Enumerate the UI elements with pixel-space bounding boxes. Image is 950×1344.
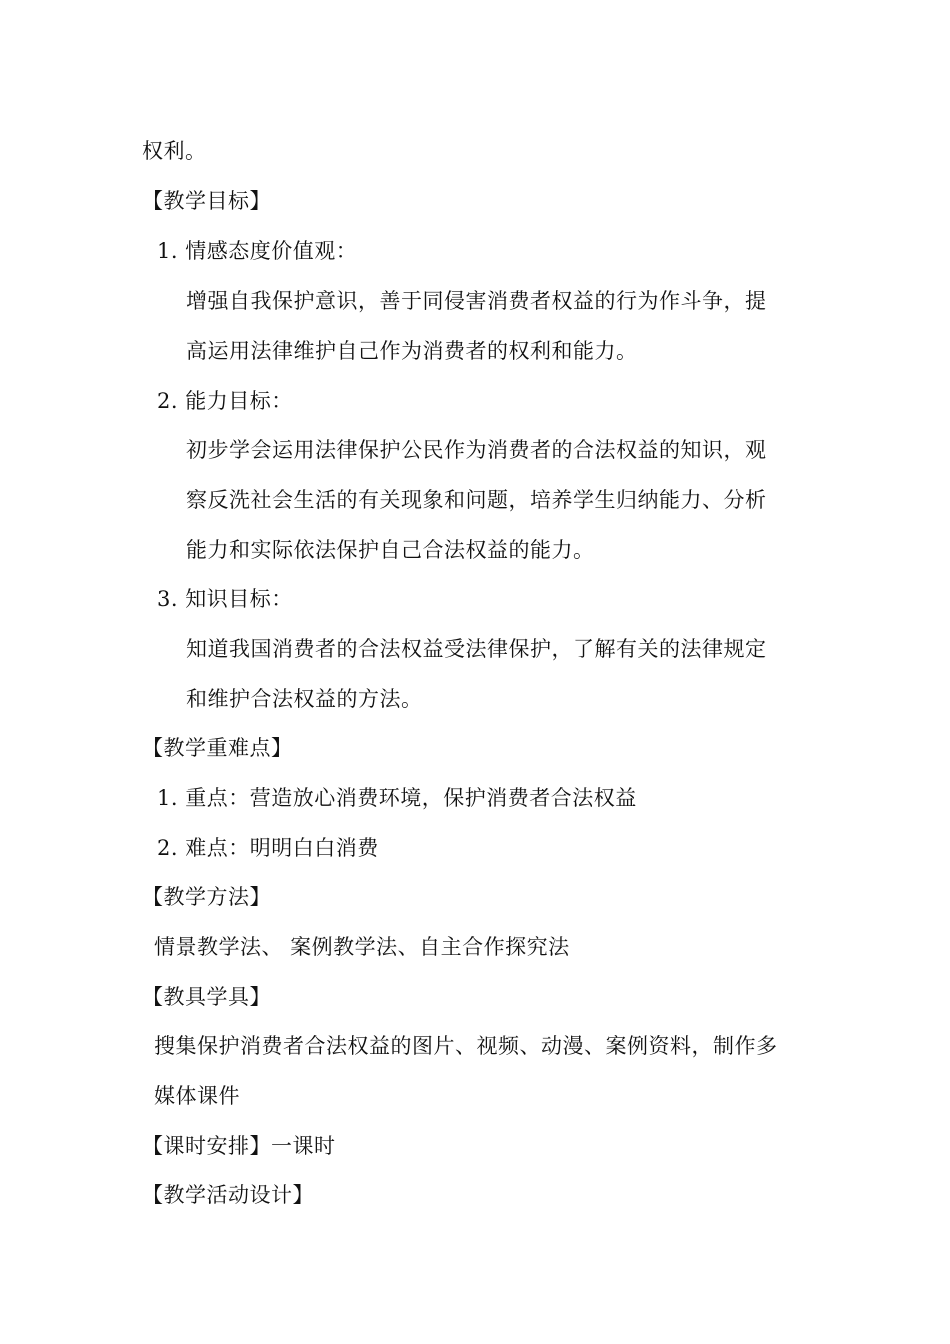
goal-2-title: 2. 能力目标： <box>157 389 293 413</box>
tools-line-1: 搜集保护消费者合法权益的图片、视频、动漫、案例资料，制作多 <box>154 1034 778 1058</box>
key-points-heading: 【教学重难点】 <box>142 736 293 760</box>
goal-1-title: 1. 情感态度价值观： <box>157 239 358 263</box>
goals-heading: 【教学目标】 <box>142 189 271 213</box>
activity-heading: 【教学活动设计】 <box>142 1183 314 1207</box>
schedule-line: 【课时安排】一课时 <box>142 1134 336 1158</box>
methods-text: 情景教学法、 案例教学法、自主合作探究法 <box>154 935 570 959</box>
continued-text: 权利。 <box>142 139 207 163</box>
tools-heading: 【教具学具】 <box>142 985 271 1009</box>
goal-1-line-2: 高运用法律维护自己作为消费者的权利和能力。 <box>186 339 638 363</box>
methods-heading: 【教学方法】 <box>142 885 271 909</box>
goal-3-line-2: 和维护合法权益的方法。 <box>186 687 423 711</box>
goal-3-line-1: 知道我国消费者的合法权益受法律保护，了解有关的法律规定 <box>186 637 767 661</box>
goal-2-line-3: 能力和实际依法保护自己合法权益的能力。 <box>186 538 595 562</box>
key-point-2: 2. 难点：明明白白消费 <box>157 836 379 860</box>
goal-2-line-1: 初步学会运用法律保护公民作为消费者的合法权益的知识，观 <box>186 438 767 462</box>
goal-3-title: 3. 知识目标： <box>157 587 293 611</box>
goal-1-line-1: 增强自我保护意识，善于同侵害消费者权益的行为作斗争，提 <box>186 289 767 313</box>
goal-2-line-2: 察反洗社会生活的有关现象和问题，培养学生归纳能力、分析 <box>186 488 767 512</box>
key-point-1: 1. 重点：营造放心消费环境，保护消费者合法权益 <box>157 786 637 810</box>
tools-line-2: 媒体课件 <box>154 1084 240 1108</box>
